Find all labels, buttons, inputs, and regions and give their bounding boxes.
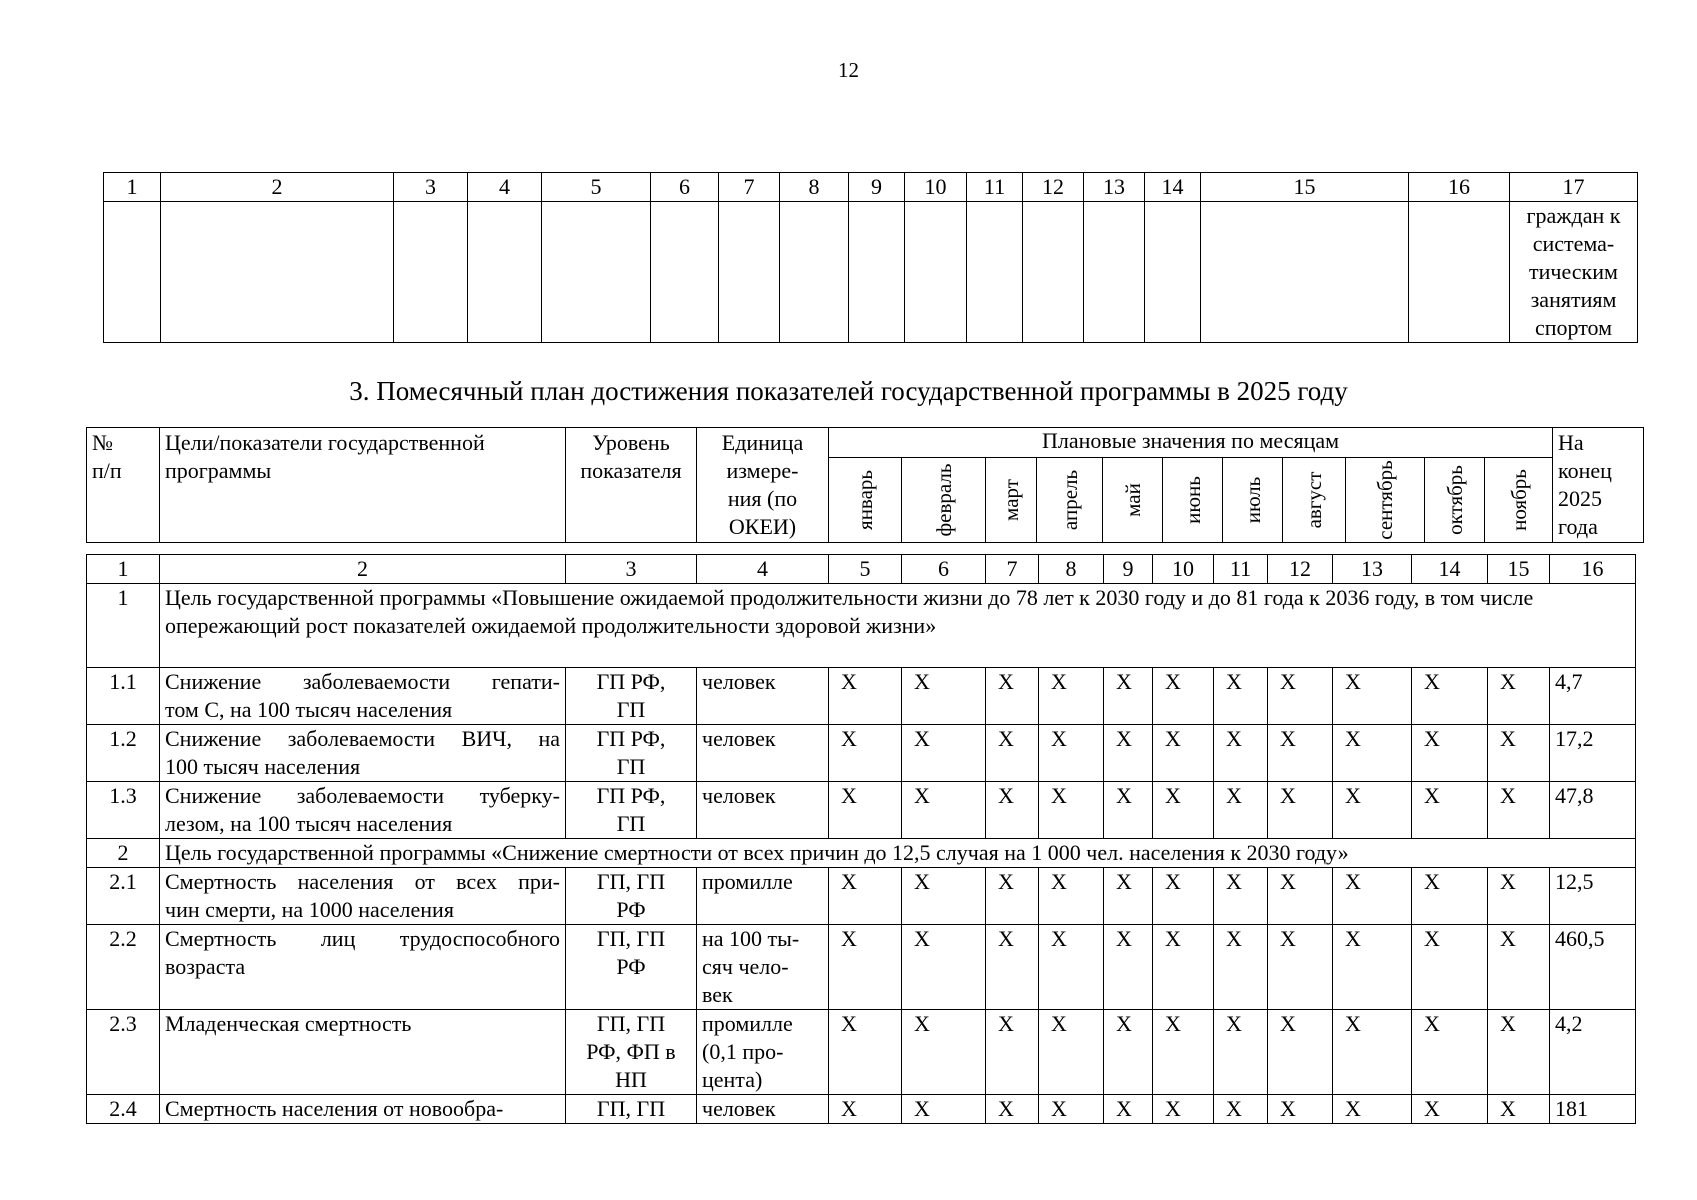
month-value: X xyxy=(1488,782,1550,839)
month-value: X xyxy=(1039,868,1104,925)
month-value: X xyxy=(829,925,902,1010)
month-value: X xyxy=(1333,1095,1412,1124)
column-number: 9 xyxy=(1104,555,1153,584)
month-value: X xyxy=(1412,725,1488,782)
indicator-unit: человек xyxy=(697,1095,829,1124)
table-row xyxy=(87,1010,1636,1095)
column-number: 12 xyxy=(1268,555,1333,584)
month-november: ноябрь xyxy=(1485,458,1553,543)
month-value: X xyxy=(1214,725,1268,782)
month-january: январь xyxy=(829,458,902,543)
month-value: X xyxy=(1333,1010,1412,1095)
indicator-level: ГП, ГП xyxy=(566,1095,697,1124)
indicator-name: Снижение заболеваемости гепати- том С, на 100 тысяч населения xyxy=(160,668,566,725)
column-number: 13 xyxy=(1333,555,1412,584)
month-value: X xyxy=(1333,782,1412,839)
end-value: 460,5 xyxy=(1550,925,1636,1010)
month-value: X xyxy=(1153,868,1214,925)
month-value: X xyxy=(1488,668,1550,725)
month-value: X xyxy=(986,925,1039,1010)
month-value: X xyxy=(1412,868,1488,925)
month-value: X xyxy=(1268,725,1333,782)
row-number: 1.3 xyxy=(87,782,160,839)
column-number: 2 xyxy=(161,173,394,202)
indicator-unit: на 100 ты- сяч чело- век xyxy=(697,925,829,1010)
goal-row xyxy=(87,839,1636,868)
month-may: май xyxy=(1103,458,1163,543)
column-number: 5 xyxy=(829,555,902,584)
indicator-name: Смертность лиц трудоспособного возраста xyxy=(160,925,566,1010)
header-num: № п/п xyxy=(87,428,160,543)
page-number: 12 xyxy=(838,58,859,82)
month-value: X xyxy=(902,925,986,1010)
month-value: X xyxy=(1488,725,1550,782)
column-number: 10 xyxy=(905,173,967,202)
column-number: 14 xyxy=(1145,173,1201,202)
header-row-1 xyxy=(87,428,1644,458)
month-value: X xyxy=(902,725,986,782)
indicator-name: Снижение заболеваемости ВИЧ, на 100 тысяч населения xyxy=(160,725,566,782)
month-value: X xyxy=(1153,668,1214,725)
goal-row xyxy=(87,584,1636,668)
column-number: 17 xyxy=(1510,173,1638,202)
table-row xyxy=(87,725,1636,782)
month-value: X xyxy=(829,1010,902,1095)
header-goals: Цели/показатели государственной программы xyxy=(160,428,566,543)
month-value: X xyxy=(1153,1095,1214,1124)
column-number: 8 xyxy=(780,173,849,202)
month-value: X xyxy=(902,868,986,925)
month-february: февраль xyxy=(902,458,986,543)
end-value: 181 xyxy=(1550,1095,1636,1124)
month-value: X xyxy=(829,725,902,782)
month-value: X xyxy=(1333,868,1412,925)
month-value: X xyxy=(1039,1010,1104,1095)
row-number: 2.3 xyxy=(87,1010,160,1095)
column-number: 16 xyxy=(1550,555,1636,584)
indicator-level: ГП, ГП РФ, ФП в НП xyxy=(566,1010,697,1095)
month-value: X xyxy=(829,668,902,725)
month-value: X xyxy=(1268,925,1333,1010)
table-row xyxy=(87,668,1636,725)
column-number: 13 xyxy=(1084,173,1145,202)
column-number: 10 xyxy=(1153,555,1214,584)
continuation-body-row xyxy=(104,202,1638,343)
indicator-level: ГП, ГП РФ xyxy=(566,868,697,925)
end-value: 12,5 xyxy=(1550,868,1636,925)
month-value: X xyxy=(1104,668,1153,725)
indicator-level: ГП РФ, ГП xyxy=(566,725,697,782)
plan-header-table xyxy=(86,427,1644,543)
indicator-level: ГП РФ, ГП xyxy=(566,782,697,839)
month-value: X xyxy=(1104,725,1153,782)
goal-text: Цель государственной программы «Повышение ожидаемой продолжительности жизни до 78 лет к 2030 году и до 81 года к 2036 году, в том числе опережающий рост показателей ожидаемой продолжительности здоровой жизни» xyxy=(160,584,1636,668)
month-july: июль xyxy=(1223,458,1283,543)
month-august: август xyxy=(1283,458,1346,543)
month-value: X xyxy=(1153,725,1214,782)
month-value: X xyxy=(1039,782,1104,839)
month-value: X xyxy=(1039,1095,1104,1124)
column-number: 15 xyxy=(1201,173,1409,202)
month-value: X xyxy=(1039,668,1104,725)
column-number: 16 xyxy=(1409,173,1510,202)
column-number: 1 xyxy=(87,555,160,584)
continuation-header-row xyxy=(104,173,1638,202)
row-number: 2.1 xyxy=(87,868,160,925)
month-value: X xyxy=(902,782,986,839)
month-value: X xyxy=(1268,668,1333,725)
month-value: X xyxy=(902,1095,986,1124)
column-number: 3 xyxy=(566,555,697,584)
continuation-table xyxy=(103,172,1638,343)
month-april: апрель xyxy=(1037,458,1103,543)
month-value: X xyxy=(902,668,986,725)
month-value: X xyxy=(986,668,1039,725)
month-value: X xyxy=(1104,868,1153,925)
month-value: X xyxy=(829,868,902,925)
table-row xyxy=(87,1095,1636,1124)
month-value: X xyxy=(1488,868,1550,925)
month-value: X xyxy=(986,1010,1039,1095)
month-october: октябрь xyxy=(1425,458,1485,543)
month-value: X xyxy=(1104,782,1153,839)
indicator-name: Смертность населения от новообра- xyxy=(160,1095,566,1124)
indicator-unit: промилле xyxy=(697,868,829,925)
continuation-text: граждан к система- тическим занятиям спортом xyxy=(1510,202,1638,343)
month-value: X xyxy=(1214,925,1268,1010)
month-value: X xyxy=(1333,668,1412,725)
month-value: X xyxy=(902,1010,986,1095)
column-number: 11 xyxy=(1214,555,1268,584)
month-value: X xyxy=(829,1095,902,1124)
end-value: 47,8 xyxy=(1550,782,1636,839)
month-value: X xyxy=(986,782,1039,839)
month-value: X xyxy=(1488,925,1550,1010)
month-value: X xyxy=(1412,1010,1488,1095)
column-number: 6 xyxy=(651,173,719,202)
month-value: X xyxy=(1039,725,1104,782)
month-value: X xyxy=(1412,1095,1488,1124)
month-value: X xyxy=(1104,1010,1153,1095)
month-value: X xyxy=(1214,1095,1268,1124)
month-value: X xyxy=(986,725,1039,782)
indicator-unit: человек xyxy=(697,668,829,725)
month-value: X xyxy=(829,782,902,839)
table-row xyxy=(87,925,1636,1010)
month-value: X xyxy=(1104,925,1153,1010)
month-value: X xyxy=(1412,668,1488,725)
month-june: июнь xyxy=(1163,458,1223,543)
column-number: 7 xyxy=(719,173,780,202)
goal-text: Цель государственной программы «Снижение смертности от всех причин до 12,5 случая на 1 000 чел. населения к 2030 году» xyxy=(160,839,1636,868)
header-unit: Единица измере- ния (по ОКЕИ) xyxy=(697,428,829,543)
month-value: X xyxy=(1412,782,1488,839)
column-numbers-row xyxy=(87,555,1636,584)
table-row xyxy=(87,782,1636,839)
column-number: 3 xyxy=(394,173,468,202)
header-level: Уровень показателя xyxy=(566,428,697,543)
month-value: X xyxy=(1333,725,1412,782)
month-value: X xyxy=(1039,925,1104,1010)
column-number: 7 xyxy=(986,555,1039,584)
goal-number: 2 xyxy=(87,839,160,868)
header-plan: Плановые значения по месяцам xyxy=(829,428,1553,458)
month-value: X xyxy=(1268,1095,1333,1124)
month-value: X xyxy=(1268,868,1333,925)
month-march: март xyxy=(986,458,1037,543)
month-september: сентябрь xyxy=(1346,458,1425,543)
column-number: 2 xyxy=(160,555,566,584)
month-value: X xyxy=(1153,782,1214,839)
month-value: X xyxy=(1488,1010,1550,1095)
month-value: X xyxy=(1268,782,1333,839)
column-number: 6 xyxy=(902,555,986,584)
column-number: 8 xyxy=(1039,555,1104,584)
column-number: 15 xyxy=(1488,555,1550,584)
column-number: 11 xyxy=(967,173,1023,202)
column-number: 14 xyxy=(1412,555,1488,584)
indicator-unit: промилле (0,1 про- цента) xyxy=(697,1010,829,1095)
indicator-name: Смертность населения от всех при- чин смерти, на 1000 населения xyxy=(160,868,566,925)
row-number: 2.2 xyxy=(87,925,160,1010)
month-value: X xyxy=(1268,1010,1333,1095)
column-number: 12 xyxy=(1023,173,1084,202)
end-value: 4,7 xyxy=(1550,668,1636,725)
section-title: 3. Помесячный план достижения показателей государственной программы в 2025 году xyxy=(349,376,1348,406)
month-value: X xyxy=(1412,925,1488,1010)
month-value: X xyxy=(1153,925,1214,1010)
column-number: 9 xyxy=(849,173,905,202)
indicator-unit: человек xyxy=(697,725,829,782)
month-value: X xyxy=(1214,868,1268,925)
indicator-unit: человек xyxy=(697,782,829,839)
month-value: X xyxy=(1214,1010,1268,1095)
month-value: X xyxy=(1333,925,1412,1010)
month-value: X xyxy=(1104,1095,1153,1124)
end-value: 17,2 xyxy=(1550,725,1636,782)
month-value: X xyxy=(1214,668,1268,725)
goal-number: 1 xyxy=(87,584,160,668)
table-row xyxy=(87,868,1636,925)
column-number: 5 xyxy=(542,173,651,202)
month-value: X xyxy=(1214,782,1268,839)
indicator-level: ГП РФ, ГП xyxy=(566,668,697,725)
month-value: X xyxy=(1153,1010,1214,1095)
row-number: 1.1 xyxy=(87,668,160,725)
column-number: 4 xyxy=(468,173,542,202)
column-number: 1 xyxy=(104,173,161,202)
row-number: 1.2 xyxy=(87,725,160,782)
indicator-level: ГП, ГП РФ xyxy=(566,925,697,1010)
month-value: X xyxy=(986,868,1039,925)
end-value: 4,2 xyxy=(1550,1010,1636,1095)
month-value: X xyxy=(1488,1095,1550,1124)
indicator-name: Младенческая смертность xyxy=(160,1010,566,1095)
row-number: 2.4 xyxy=(87,1095,160,1124)
indicator-name: Снижение заболеваемости туберку- лезом, на 100 тысяч населения xyxy=(160,782,566,839)
month-value: X xyxy=(986,1095,1039,1124)
header-end: На конец 2025 года xyxy=(1553,428,1644,543)
column-number: 4 xyxy=(697,555,829,584)
plan-table xyxy=(86,554,1636,1124)
